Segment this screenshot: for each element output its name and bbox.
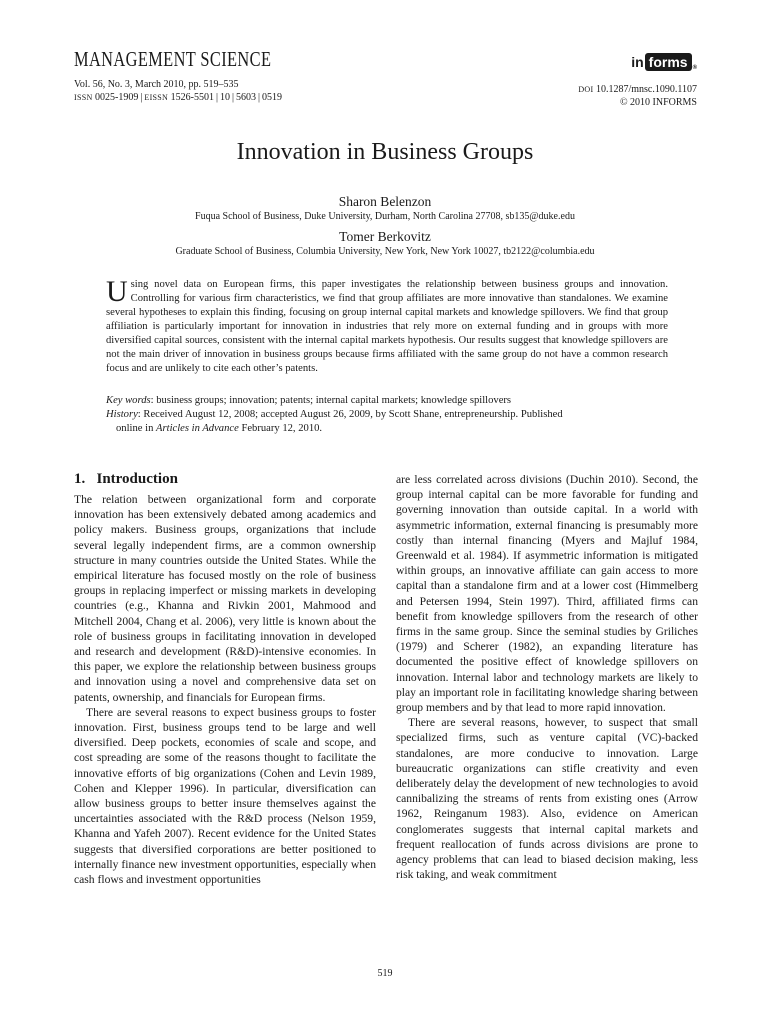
issn-tail-2: 5603 xyxy=(236,92,257,103)
keywords: business groups; innovation; patents; internal capital markets; knowledge spillovers xyxy=(156,395,512,406)
section-heading xyxy=(74,470,376,488)
copyright: © 2010 INFORMS xyxy=(619,97,697,108)
doi-value: 10.1287/mnsc.1090.1107 xyxy=(595,84,697,95)
history-line-1: History: Received August 12, 2008; accepted August 26, 2009, by Scott Shane, entrepreneurship. Published xyxy=(106,409,563,420)
issn-tail-1: 10 xyxy=(220,92,230,103)
history-block xyxy=(106,408,668,436)
logo-forms: forms xyxy=(645,53,692,71)
informs-logo xyxy=(630,53,697,71)
abstract xyxy=(106,275,668,376)
history-articles-in-advance: Articles in Advance xyxy=(156,423,239,434)
issn-label: ISSN xyxy=(74,93,93,102)
left-column xyxy=(74,470,376,887)
article-title: Innovation in Business Groups xyxy=(236,139,534,165)
eissn-label: EISSN xyxy=(144,93,169,102)
history-line-2 xyxy=(106,422,668,436)
keywords-line: Key words: business groups; innovation; patents; internal capital markets; knowledge spillovers xyxy=(106,395,512,406)
abstract-text: sing novel data on European firms, this paper investigates the relationship between business groups and innovation. Controlling for various firm characteristics, we find that group affiliates are more innovative than standalones. We examine several hypotheses to explain this finding, focusing on group internal capital markets and knowledge spillovers. We find that group affiliation is particularly important for innovation in industries that rely more on external funding and in groups with more diversified capital sources, consistent with the internal capital markets hypothesis. Our results suggest that knowledge spillovers are not the main driver of innovation in business groups because firms affiliated with the same group do not have a common research focus and are unlikely to cite each other’s patents. xyxy=(106,279,668,374)
author-name-1: Sharon Belenzon xyxy=(338,194,432,209)
keywords-label: Key words xyxy=(106,395,151,406)
logo-registered: ® xyxy=(692,65,697,71)
doi-block xyxy=(578,83,697,109)
volume-line: Vol. 56, No. 3, March 2010, pp. 519–535 xyxy=(74,79,239,90)
journal-name: MANAGEMENT SCIENCE xyxy=(74,47,272,71)
section-number: 1. xyxy=(74,471,86,487)
abstract-dropcap: U xyxy=(106,275,128,308)
history-text-2c: February 12, 2010. xyxy=(241,423,323,434)
history-text-1: Received August 12, 2008; accepted August 26, 2009, by Scott Shane, entrepreneurship. Published xyxy=(143,409,563,420)
paragraph: The relation between organizational form and corporate innovation has been extensively debated among academics and policy makers. Business groups, organizations that include several legally independent firms, are a common ownership structure in many countries outside the United States. While the empirical literature has focused mostly on the role of business groups in replacing imperfect or missing markets in developing countries (e.g., Khanna and Rivkin 2001, Mahmood and Mitchell 2004, Chang et al. 2006), very little is known about the role of business groups in facilitating innovation in developed and research and development (R&D)-intensive economies. In this paper, we explore the relationship between business groups and innovation using a novel and comprehensive data set on patents, ownership, and financials for European firms. xyxy=(74,493,376,704)
logo-in: in xyxy=(631,54,644,70)
history-text-2a: online in xyxy=(116,423,154,434)
citation-info xyxy=(74,78,282,104)
issn-line: ISSN 0025-1909 | EISSN 1526-5501 | 10 | 5603 | 0519 xyxy=(74,92,283,103)
section-title: Introduction xyxy=(96,471,178,487)
issn: 0025-1909 xyxy=(95,92,139,103)
history-label: History xyxy=(106,409,138,420)
issn-tail-3: 0519 xyxy=(262,92,283,103)
author-affiliation-1: Fuqua School of Business, Duke University, Durham, North Carolina 27708, sb135@duke.edu xyxy=(195,211,575,222)
paragraph: are less correlated across divisions (Duchin 2010). Second, the group internal capital can be more favorable for funding and governing innovation than outside capital. In a world with asymmetric information, external financing is presumably more costly than internal financing (Myers and Majluf 1984, Greenwald et al. 1984). If asymmetric information is mitigated within groups, an innovative affiliate can gain access to more capital than a standalone firm and at a lower cost (Himmelberg and Petersen 1994, Stein 1997). Third, affiliated firms can benefit from knowledge spillovers from the research of other firms in the same group. Since the seminal studies by Griliches (1979) and Scherer (1982), an expanding literature has documented the positive effect of knowledge spillovers on innovation. Internal labor and technology markets are likely to play an important role in facilitating knowledge sharing between group members and by that lead to more rapid innovation. xyxy=(396,473,698,715)
doi-line xyxy=(578,83,697,96)
doi-label: DOI xyxy=(578,85,594,94)
right-column xyxy=(396,472,698,882)
paragraph: There are several reasons to expect business groups to foster innovation. First, business groups tend to be large and well diversified. Deep pockets, economies of scale and scope, and cost spreading are some of the reasons thought to facilitate the innovative efforts of big organizations (Cohen and Levin 1989, Cohen and Klepper 1996). In particular, diversification can allow business groups to better insure themselves against the uncertainties associated with the R&D process (Nelson 1959, Khanna and Yafeh 2007). Recent evidence for the United States suggests that diversified corporations are better positioned to internally finance new investment opportunities, especially when cash flows and investment opportunities xyxy=(74,705,376,887)
page-number: 519 xyxy=(377,968,393,979)
author-name-2: Tomer Berkovitz xyxy=(339,229,431,244)
author-affiliation-2: Graduate School of Business, Columbia University, New York, New York 10027, tb2122@columbia.edu xyxy=(175,246,595,257)
eissn: 1526-5501 xyxy=(170,92,214,103)
paragraph: There are several reasons, however, to suspect that small specialized firms, such as venture capital (VC)-backed standalones, are more conducive to innovation. Large bureaucratic organizations can stifle creativity and even deliberately delay the development of new technologies to avoid cannibalizing the streams of rents from existing ones (Arrow 1962, Reinganum 1983). Also, evidence on American conglomerates suggests that internal capital markets and frequent reallocation of funds across divisions are prone to agency problems that can lead to biased decision making, less risk taking, and weak commitment xyxy=(396,716,698,882)
